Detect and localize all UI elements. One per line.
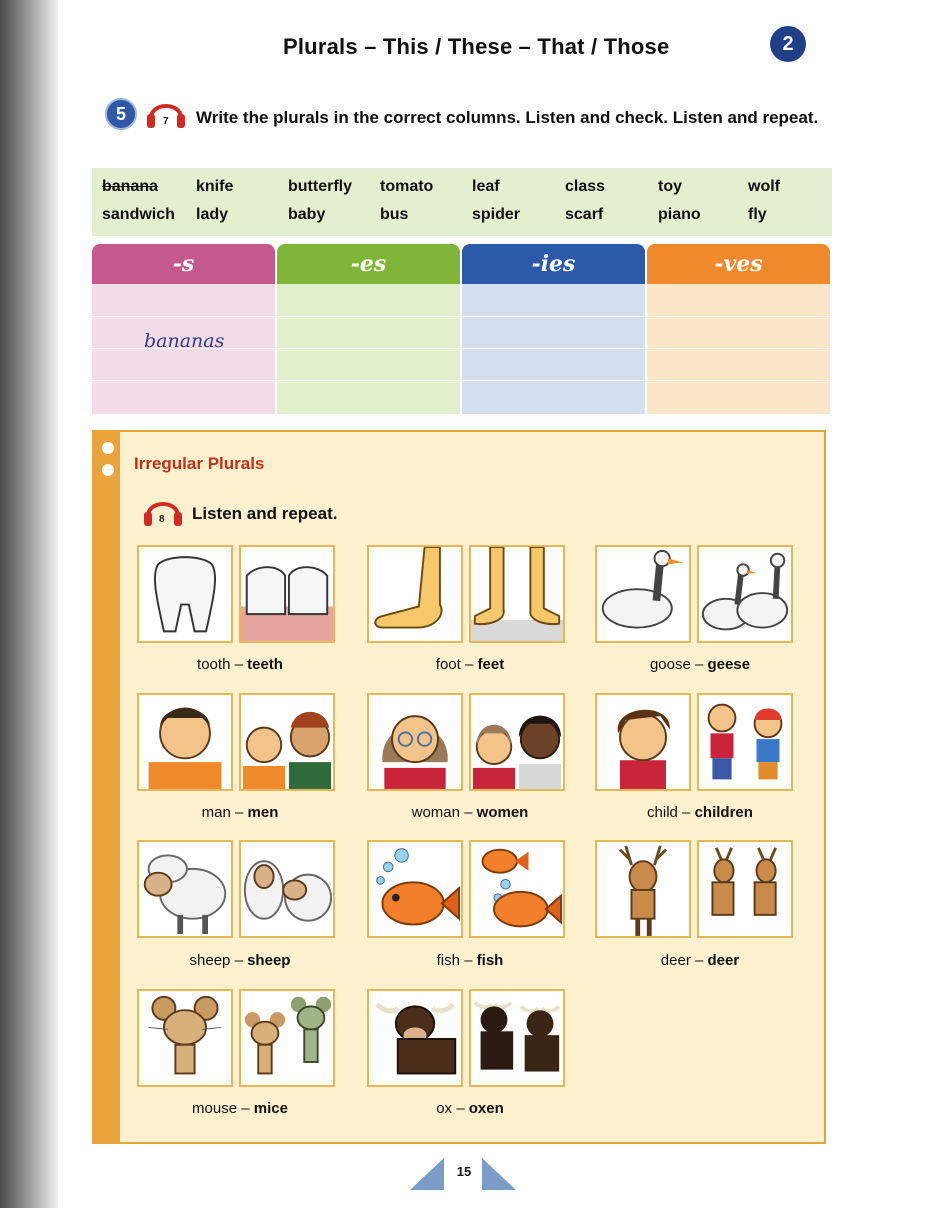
exercise-number: 5 (105, 98, 137, 130)
column-ies (462, 244, 645, 414)
oxen-icon (469, 989, 565, 1087)
word-bank-item: leaf (472, 178, 500, 195)
singular-word: sheep (189, 952, 231, 969)
singular-word: woman (411, 804, 460, 821)
plural-word: teeth (247, 656, 283, 673)
men-icon (239, 693, 335, 791)
example-answer: bananas (144, 330, 225, 352)
woman-icon (367, 693, 463, 791)
pair-caption: goose – geese (649, 656, 751, 673)
column-answer-area[interactable] (277, 284, 460, 414)
column-header: -ves (647, 244, 830, 284)
plural-word: oxen (468, 1100, 504, 1117)
word-bank-item: piano (658, 206, 701, 223)
word-bank-item: scarf (565, 206, 604, 223)
singular-word: man (201, 804, 231, 821)
page-title: Plurals – This / These – That / Those (283, 34, 670, 59)
irregular-title: Irregular Plurals (134, 454, 265, 473)
singular-word: ox (436, 1100, 453, 1117)
word-bank-item: wolf (748, 178, 780, 195)
word-bank-item: lady (196, 206, 229, 223)
women-icon (469, 693, 565, 791)
column-ves (647, 244, 830, 414)
plural-word: mice (253, 1100, 288, 1117)
decorative-dot (102, 464, 114, 476)
singular-word: goose (649, 656, 691, 673)
pair-caption: mouse – mice (192, 1100, 288, 1117)
pair-caption: ox – oxen (436, 1100, 504, 1117)
exercise-instruction: Write the plurals in the correct columns. Listen and check. Listen and repeat. (196, 108, 819, 127)
irregular-side-strip (92, 430, 120, 1144)
plural-word: feet (477, 656, 505, 673)
fish-icon (367, 840, 463, 938)
pair-caption: foot – feet (435, 656, 505, 673)
sheep-icon (137, 840, 233, 938)
column-header: -s (92, 244, 275, 284)
book-spine-shadow (0, 0, 58, 1208)
deer-icon (595, 840, 691, 938)
word-bank-item: knife (196, 178, 234, 195)
singular-word: mouse (192, 1100, 238, 1117)
plural-word: geese (707, 656, 751, 673)
singular-word: tooth (197, 656, 231, 673)
plural-word: men (247, 804, 279, 821)
deer-group-icon (697, 840, 793, 938)
column-es (277, 244, 460, 414)
pair-caption: man – men (201, 804, 279, 821)
plural-columns (92, 244, 830, 414)
decorative-dot (102, 442, 114, 454)
child-icon (595, 693, 691, 791)
pair-caption: tooth – teeth (197, 656, 283, 673)
singular-word: foot (435, 656, 461, 673)
plural-word: deer (707, 952, 740, 969)
pair-caption: sheep – sheep (189, 952, 291, 969)
unit-badge: 2 (770, 26, 806, 62)
column-answer-area[interactable] (647, 284, 830, 414)
word-bank-item: banana (102, 178, 159, 195)
track-number: 8 (159, 514, 165, 525)
tooth-icon (137, 545, 233, 643)
pair-caption: deer – deer (660, 952, 740, 969)
word-bank-item: toy (658, 178, 682, 195)
plural-word: women (476, 804, 529, 821)
column-answer-area[interactable] (92, 284, 275, 414)
foot-icon (367, 545, 463, 643)
plural-word: sheep (247, 952, 291, 969)
fish-group-icon (469, 840, 565, 938)
column-header: -ies (462, 244, 645, 284)
plural-word: children (694, 804, 753, 821)
word-bank-item: sandwich (102, 206, 175, 223)
children-icon (697, 693, 793, 791)
pair-caption: fish – fish (436, 952, 504, 969)
word-bank (92, 168, 832, 236)
mouse-icon (137, 989, 233, 1087)
plural-word: fish (476, 952, 504, 969)
singular-word: deer (660, 952, 691, 969)
irregular-instruction: Listen and repeat. (192, 504, 338, 523)
word-bank-item: spider (472, 206, 521, 223)
sheep-group-icon (239, 840, 335, 938)
word-bank-item: baby (288, 206, 326, 223)
word-bank-item: fly (748, 206, 767, 223)
pair-caption: woman – women (411, 804, 529, 821)
pair-caption: child – children (647, 804, 753, 821)
column-answer-area[interactable] (462, 284, 645, 414)
track-number: 7 (163, 116, 169, 127)
column-s (92, 244, 275, 414)
word-bank-item: class (565, 178, 606, 195)
goose-icon (595, 545, 691, 643)
feet-icon (469, 545, 565, 643)
geese-icon (697, 545, 793, 643)
word-bank-item: tomato (380, 178, 434, 195)
word-bank-item: butterfly (288, 178, 352, 195)
teeth-icon (239, 545, 335, 643)
mice-icon (239, 989, 335, 1087)
singular-word: child (647, 804, 678, 821)
word-bank-item: bus (380, 206, 409, 223)
page-number: 15 (456, 1164, 472, 1179)
singular-word: fish (436, 952, 460, 969)
man-icon (137, 693, 233, 791)
column-header: -es (277, 244, 460, 284)
ox-icon (367, 989, 463, 1087)
